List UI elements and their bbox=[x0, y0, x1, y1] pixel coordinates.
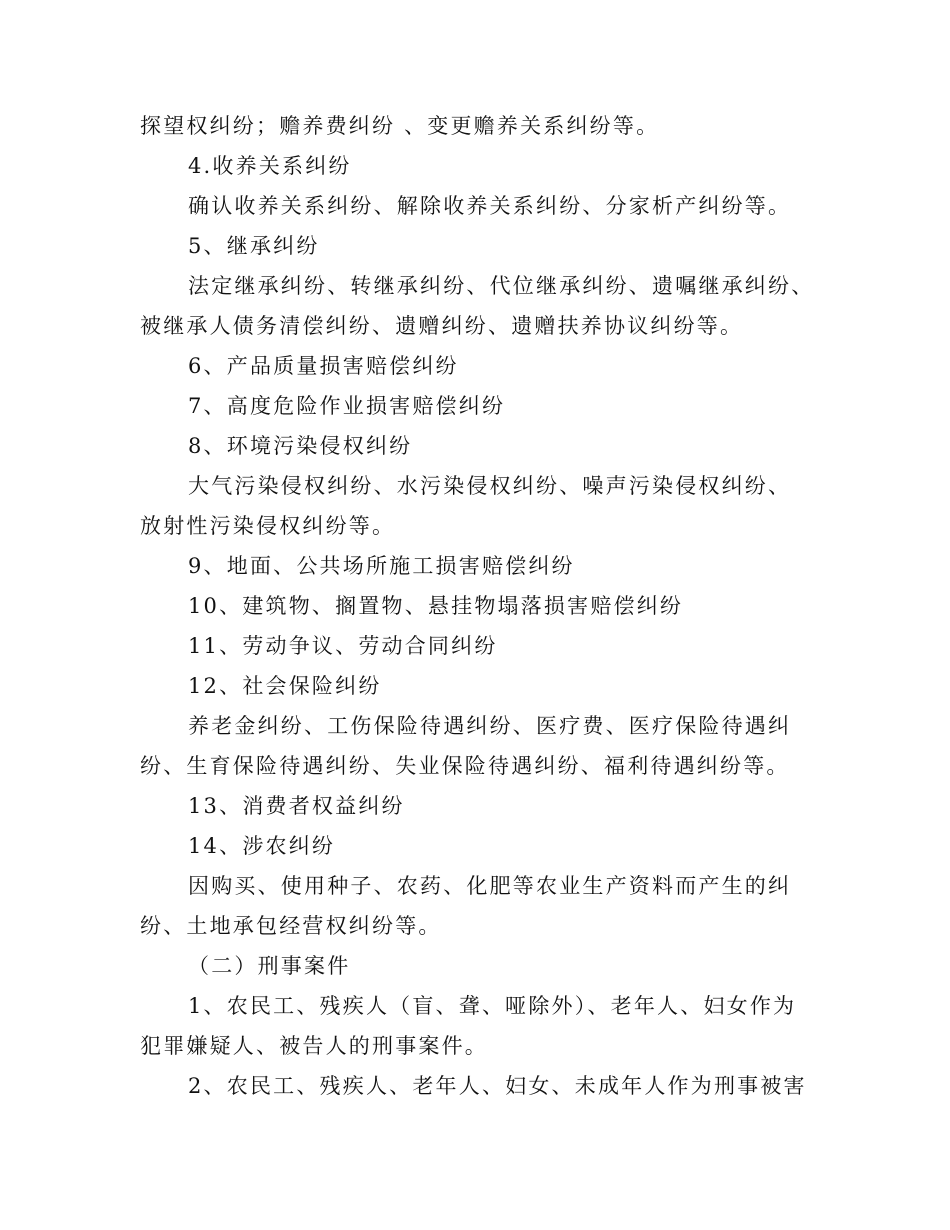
text-line: 2、农民工、残疾人、老年人、妇女、未成年人作为刑事被害 bbox=[188, 1074, 807, 1098]
text-line: 因购买、使用种子、农药、化肥等农业生产资料而产生的纠 bbox=[188, 874, 792, 898]
section-heading: 11、劳动争议、劳动合同纠纷 bbox=[188, 634, 498, 658]
section-heading: 14、涉农纠纷 bbox=[188, 834, 336, 858]
text-line: 确认收养关系纠纷、解除收养关系纠纷、分家析产纠纷等。 bbox=[188, 194, 792, 218]
text-line: 纷、土地承包经营权纠纷等。 bbox=[140, 914, 442, 938]
section-heading: 10、建筑物、搁置物、悬挂物塌落损害赔偿纠纷 bbox=[188, 594, 684, 618]
section-heading: 7、高度危险作业损害赔偿纠纷 bbox=[188, 394, 506, 418]
section-heading: 13、消费者权益纠纷 bbox=[188, 794, 405, 818]
text-line: 法定继承纠纷、转继承纠纷、代位继承纠纷、遗嘱继承纠纷、 bbox=[188, 274, 815, 298]
text-line: 被继承人债务清偿纠纷、遗赠纠纷、遗赠扶养协议纠纷等。 bbox=[140, 314, 744, 338]
text-line: 纷、生育保险待遇纠纷、失业保险待遇纠纷、福利待遇纠纷等。 bbox=[140, 754, 790, 778]
text-line: 犯罪嫌疑人、被告人的刑事案件。 bbox=[140, 1034, 488, 1058]
section-heading: 4.收养关系纠纷 bbox=[188, 154, 352, 178]
text-line: 放射性污染侵权纠纷等。 bbox=[140, 514, 396, 538]
document-body bbox=[140, 106, 830, 1106]
section-heading: 6、产品质量损害赔偿纠纷 bbox=[188, 354, 459, 378]
section-heading: （二）刑事案件 bbox=[188, 954, 351, 978]
section-heading: 5、继承纠纷 bbox=[188, 234, 320, 258]
section-heading: 8、环境污染侵权纠纷 bbox=[188, 434, 413, 458]
section-heading: 9、地面、公共场所施工损害赔偿纠纷 bbox=[188, 554, 575, 578]
section-heading: 12、社会保险纠纷 bbox=[188, 674, 382, 698]
text-line: 养老金纠纷、工伤保险待遇纠纷、医疗费、医疗保险待遇纠 bbox=[188, 714, 792, 738]
text-line: 大气污染侵权纠纷、水污染侵权纠纷、噪声污染侵权纠纷、 bbox=[188, 474, 792, 498]
text-line: 1、农民工、残疾人（盲、聋、哑除外）、老年人、妇女作为 bbox=[188, 994, 797, 1018]
text-line: 探望权纠纷；赡养费纠纷 、变更赡养关系纠纷等。 bbox=[140, 114, 660, 138]
